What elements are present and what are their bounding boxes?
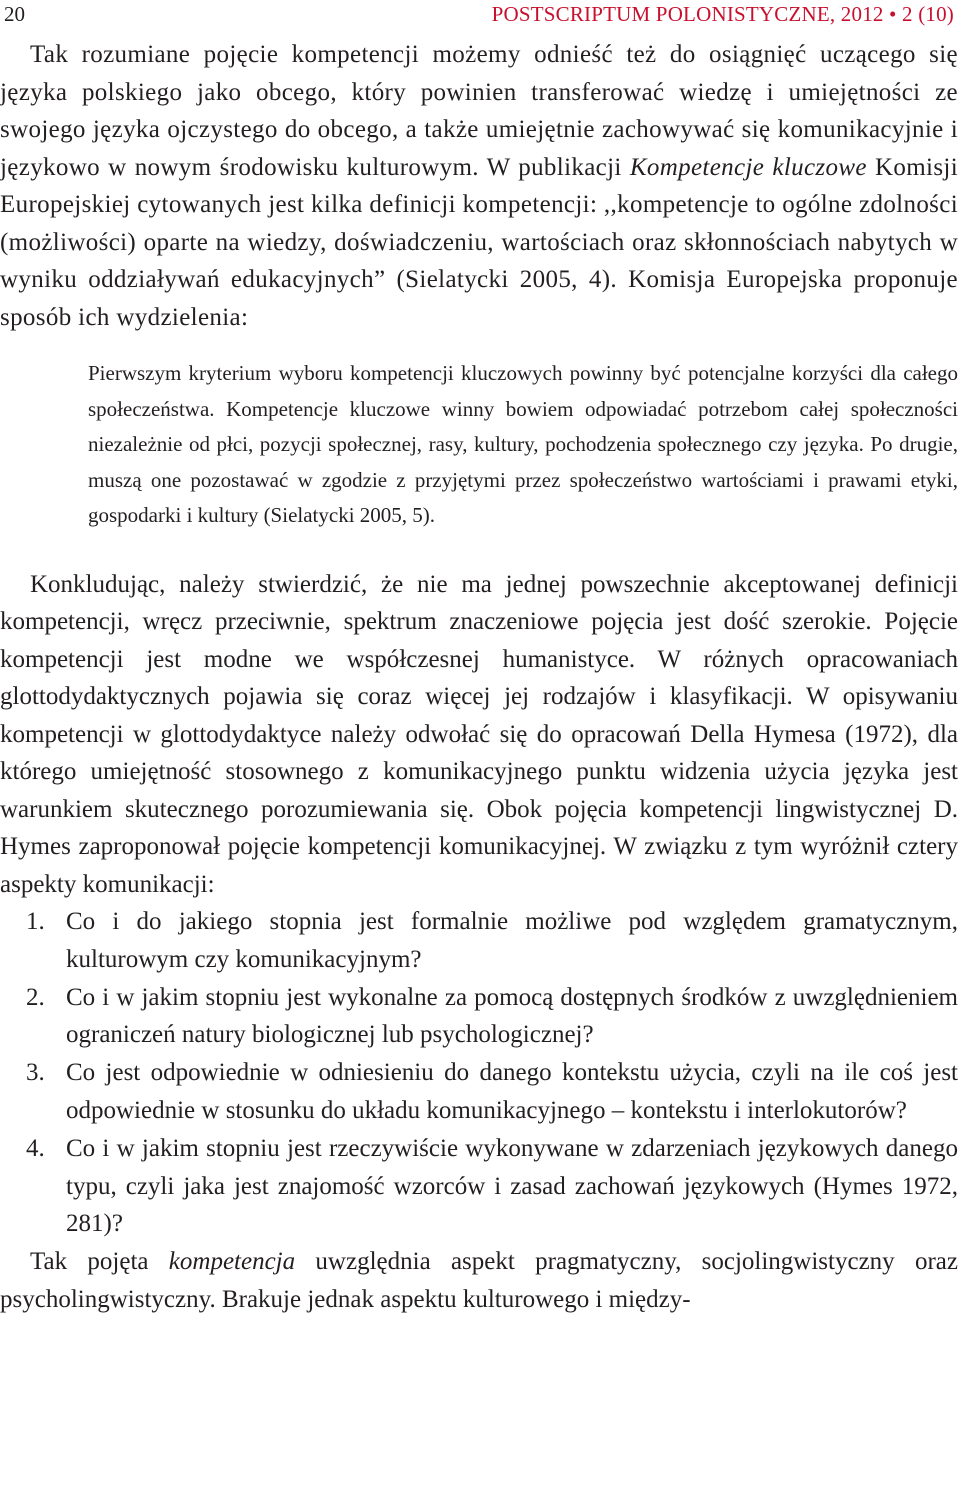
article-body	[0, 36, 958, 1318]
list-item-text: Co i w jakim stopniu jest wykonalne za pomocą dostępnych środków z uwzględnieniem ograniczeń natury biologicznej lub psychologicznej?	[66, 983, 958, 1049]
quote-text: Pierwszym kryterium wyboru kompetencji kluczowych powinny być potencjalne korzyści dla całego społeczeństwa. Kompetencje kluczowe winny bowiem odpowiadać potrzebom całej społeczności niezależnie od płci, pozycji społecznej, rasy, kultury, pochodzenia społecznego czy języka. Po drugie, muszą one pozostawać w zgodzie z przyjętymi przez społeczeństwo wartościami i prawami etyki, gospodarki i kultury (Sielatycki 2005, 5).	[88, 361, 958, 527]
running-head: POSTSCRIPTUM POLONISTYCZNE, 2012 • 2 (10)	[491, 2, 954, 26]
page-header	[0, 0, 960, 34]
paragraph-final	[0, 1243, 958, 1318]
list-item	[0, 1054, 958, 1130]
paragraph-intro-text: Tak rozumiane pojęcie kompetencji możemy odnieść też do osiągnięć uczącego się języka polskiego jako obcego, który powinien transferować wiedzę i umiejętności ze swojego języka ojczystego do obcego, a także umiejętnie zachowywać się komunikacyjnie i językowo w nowym środowisku kulturowym. W publikacji	[0, 41, 958, 181]
paragraph-final-text: Tak pojęta	[30, 1248, 169, 1276]
list-number: 3.	[26, 1059, 45, 1087]
paragraph-intro	[0, 36, 958, 336]
list-item	[0, 903, 958, 979]
paragraph-intro-text-cont: Komisji Europejskiej cytowanych jest kilka definicji kompetencji: ,,kompetencje to ogólne zdolności (możliwości) oparte na wiedzy, doświadczeniu, wartościach oraz skłonnościach nabytych w wyniku oddziaływań edukacyjnych” (Sielatycki 2005, 4). Komisja Europejska proponuje sposób ich wydzielenia:	[0, 153, 958, 331]
paragraph-conclusion: Konkludując, należy stwierdzić, że nie ma jednej powszechnie akceptowanej definicji kompetencji, wręcz przeciwnie, spektrum znaczeniowe pojęcia jest dość szerokie. Pojęcie kompetencji jest modne we współczesnej humanistyce. W różnych opracowaniach glottodydaktycznych pojawia się coraz więcej jej rodzajów i klasyfikacji. W opisywaniu kompetencji w glottodydaktyce należy odwołać się do opracowań Della Hymesa (1972), dla którego umiejętność stosownego z komunikacyjnego punktu widzenia użycia języka jest warunkiem skutecznego porozumiewania się. Obok pojęcia kompetencji lingwistycznej D. Hymes zaproponował pojęcie kompetencji komunikacyjnej. W związku z tym wyróżnił cztery aspekty komunikacji:	[0, 570, 958, 898]
list-number: 2.	[26, 983, 45, 1011]
list-number: 4.	[26, 1134, 45, 1162]
list-item-text: Co i do jakiego stopnia jest formalnie możliwe pod względem gramatycznym, kulturowym czy komunikacyjnym?	[66, 908, 958, 973]
aspects-list	[0, 903, 958, 1243]
paragraph-final-text-cont: uwzględnia aspekt pragmatyczny, socjolingwistyczny oraz psycholingwistyczny. Brakuje jednak aspektu kulturowego i między-	[0, 1248, 958, 1313]
term-kompetencja: kompetencja	[168, 1248, 296, 1276]
list-item-text: Co i w jakim stopniu jest rzeczywiście wykonywane w zdarzeniach językowych danego typu, czyli jaka jest znajomość wzorców i zasad zachowań językowych (Hymes 1972, 281)?	[66, 1134, 958, 1238]
list-item	[0, 1130, 958, 1243]
list-item-text: Co jest odpowiednie w odniesieniu do danego kontekstu użycia, czyli na ile coś jest odpowiednie w stosunku do układu komunikacyjnego – kontekstu i interlokutorów?	[66, 1059, 958, 1124]
page-number: 20	[4, 2, 25, 26]
publication-title: Kompetencje kluczowe	[629, 153, 867, 181]
list-item	[0, 979, 958, 1055]
list-number: 1.	[26, 908, 45, 935]
block-quote	[88, 356, 958, 534]
